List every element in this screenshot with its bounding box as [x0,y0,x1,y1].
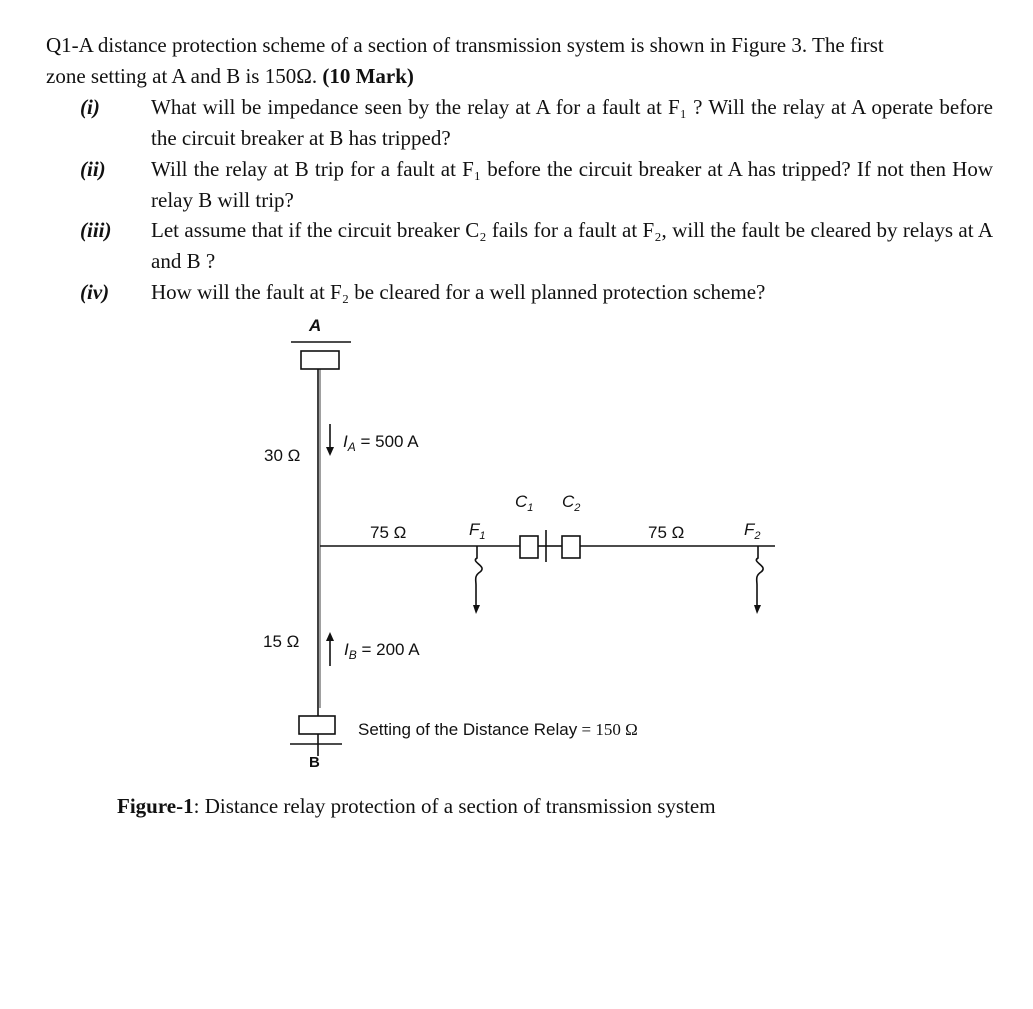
current-b-subscript: B [348,648,357,662]
impedance-line-1: 75 Ω [370,523,407,542]
c1-letter: C [515,492,528,511]
label-a: A [309,316,322,335]
fault-arrow-f2-icon [754,605,761,614]
caption-label: Figure-1 [117,794,194,818]
fault-f2-symbol [756,546,763,610]
current-a-value: = 500 A [355,432,419,451]
fault-f1-symbol [475,546,482,610]
breaker-c1 [520,536,538,558]
fault-f2-label [744,520,761,542]
f1-letter: F [469,520,480,539]
relay-setting [358,720,638,739]
f1-subscript: 1 [479,530,486,542]
f2-subscript: 2 [754,530,761,542]
arrow-head-up-icon [326,632,334,641]
relay-setting-label: Setting of the Distance Relay [358,720,578,739]
impedance-line-2: 75 Ω [648,523,685,542]
relay-setting-value: = 150 Ω [577,720,638,739]
sub-question-text: What will be impedance seen by the relay at A for a fault at F₁ ? Will the relay at A operate before the circuit breaker at B has tripped? [151,95,993,150]
f2-letter: F [744,520,755,539]
c2-subscript: 2 [574,502,581,514]
label-b: B [309,754,320,771]
impedance-a: 30 Ω [264,446,301,465]
current-a [343,432,419,454]
sub-question-number: (i) [80,95,100,119]
arrow-head-down-icon [326,447,334,456]
current-b-value: = 200 A [356,640,420,659]
sub-question-text: How will the fault at F₂ be cleared for a well planned protection scheme? [151,280,766,304]
breaker-b [299,716,335,734]
breaker-c1-label [515,492,533,514]
c2-letter: C [562,492,575,511]
current-a-subscript: A [347,440,356,454]
fault-arrow-f1-icon [473,605,480,614]
c1-subscript: 1 [527,502,534,514]
caption-text: : Distance relay protection of a section of transmission system [193,794,716,818]
sub-question-text: Let assume that if the circuit breaker C₂ fails for a fault at F₂, will the fault be cleared by relays at A and B ? [151,218,993,273]
breaker-c2 [562,536,580,558]
figure-caption [117,794,716,819]
sub-question-number: (iii) [80,218,112,242]
question-setting: zone setting at A and B is 150Ω. [46,64,318,88]
current-b-symbol: I [344,640,349,659]
breaker-c2-label [562,492,580,514]
question-line-1: Q1-A distance protection scheme of a section of transmission system is shown in Figure 3. The first [46,33,884,57]
question-marks: (10 Mark) [322,64,414,88]
current-a-symbol: I [343,432,348,451]
sub-question-text: Will the relay at B trip for a fault at F₁ before the circuit breaker at A has tripped? If not then How relay B will trip? [151,157,993,212]
fault-f1-label [469,520,486,542]
current-b [344,640,420,662]
breaker-a [301,351,339,369]
impedance-b: 15 Ω [263,632,300,651]
sub-question-number: (iv) [80,280,110,304]
sub-question-number: (ii) [80,157,106,181]
